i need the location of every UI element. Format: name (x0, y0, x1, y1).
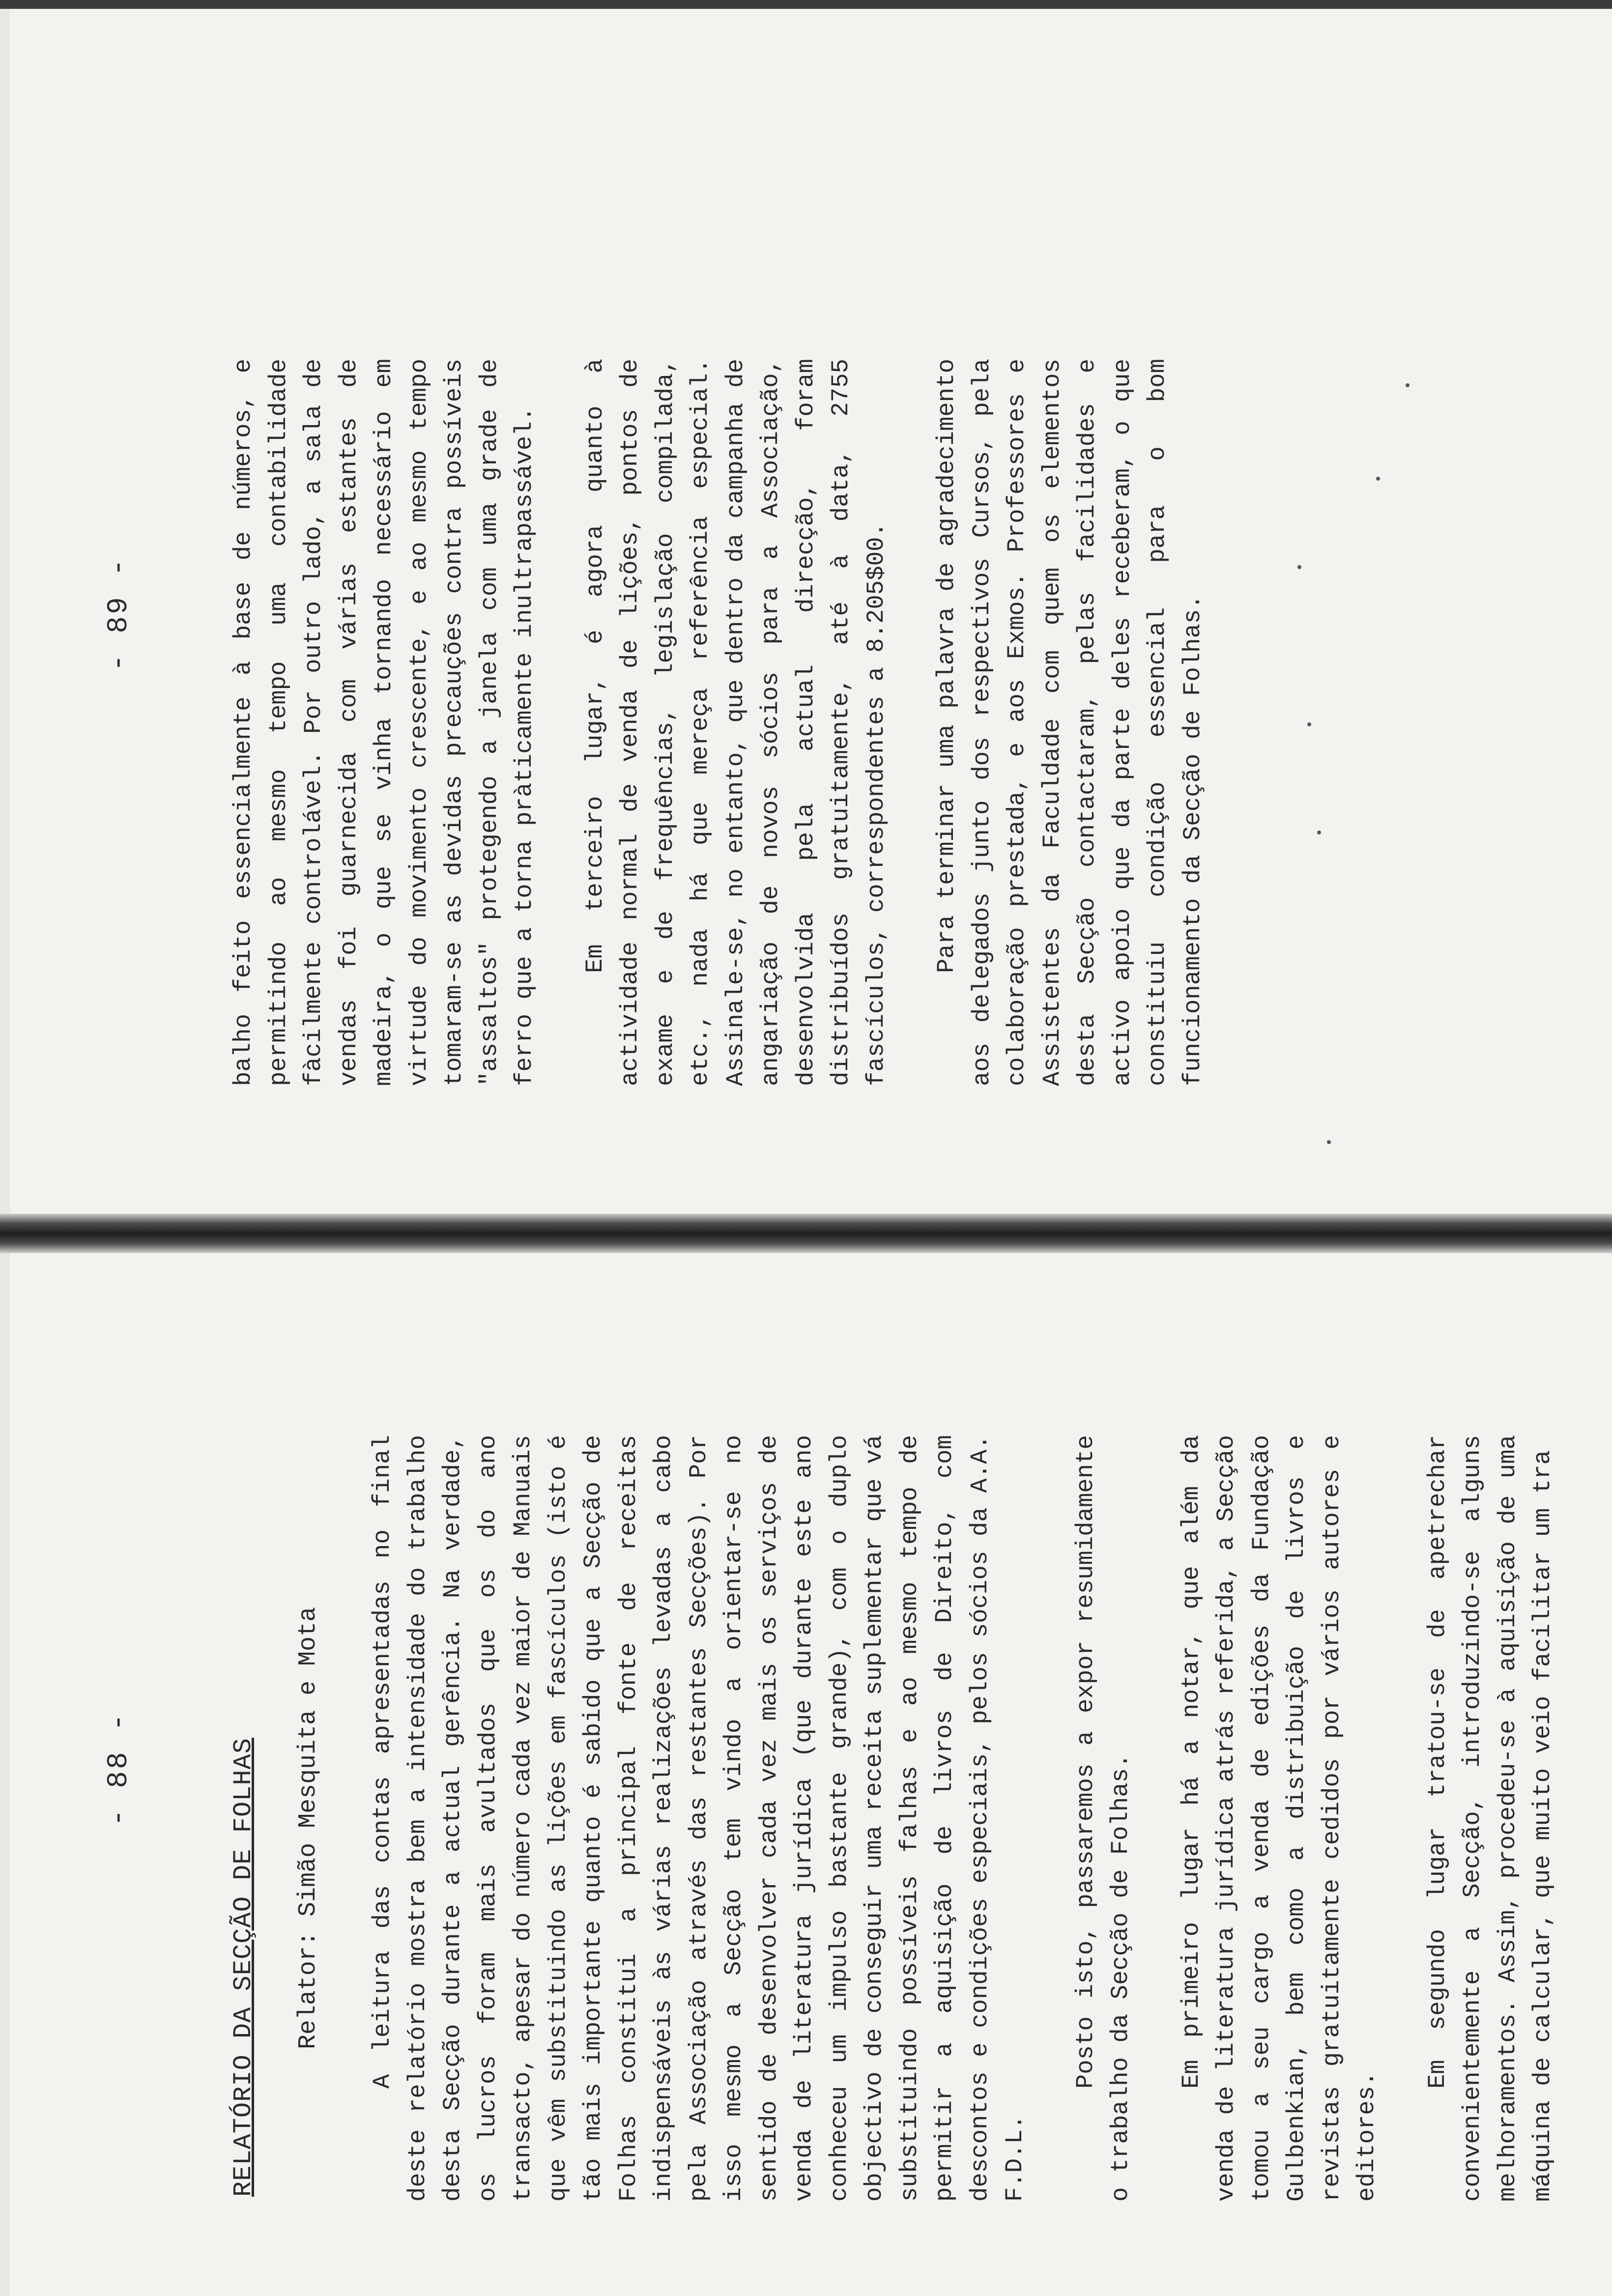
page-number: - 89 - (103, 557, 135, 672)
page-89 (0, 29, 1592, 1199)
book-gutter (0, 1214, 1612, 1253)
page-body (226, 359, 1246, 1086)
paragraph: Para terminar uma palavra de agradecimento aos delegados junto dos respectivos Cursos, pela colaboração prestada, e aos Exmos. Professores e Assistentes da Faculdade com quem os elementos desta Secção contactaram, pelas facilidades e activo apoio que da parte deles receberam, o que constituiu condição essencial para o bom funcionamento da Secção de Folhas. (933, 359, 1207, 1086)
section-title: RELATÓRIO DA SECÇÃO DE FOLHAS (229, 1738, 258, 2197)
page-number: - 88 - (103, 1712, 135, 1827)
page-body (226, 1435, 1596, 2202)
author-line: Relator: Simão Mesquita e Mota (294, 1607, 322, 2049)
page-88 (0, 1278, 1592, 2261)
scan-speck (1376, 477, 1380, 481)
paragraph: Em primeiro lugar há a notar, que além da venda de literatura jurídica atrás referida, a Secção tomou a seu cargo a venda de edições da Fundação Gulbenkian, bem como a distribuição de livros e revistas gratuitamente cedidos por vários autores e editores. (1177, 1435, 1381, 2202)
scan-top-edge (0, 0, 1612, 9)
paragraph: A leitura das contas apresentadas no final deste relatório mostra bem a intensidade do trabalho desta Secção durante a actual gerência. Na verdade, os lucros foram mais avultados que os do ano transacto, apesar do número cada vez maior de Manuais que vêm substituindo as lições em fascículos (isto é tão mais importante quanto é sabido que a Secção de Folhas constitui a principal fonte de receitas indispensáveis às várias realizações levadas a cabo pela Associação através das restantes Secções). Por isso mesmo a Secção tem vindo a orientar-se no sentido de desenvolver cada vez mais os serviços de venda de literatura jurídica (que durante este ano conheceu um impulso bastante grande), com o duplo objectivo de conseguir uma receita suplementar que vá substituindo possíveis falhas e ao mesmo tempo de permitir a aquisição de livros de Direito, com descontos e condições especiais, pelos sócios da A.A. F.D.L. (369, 1435, 1029, 2202)
scan-speck (1406, 383, 1410, 387)
paragraph: balho feito essencialmente à base de números, e permitindo ao mesmo tempo uma contabilidade fàcilmente controlável. Por outro lado, a sala de vendas foi guarnecida com várias estantes de madeira, o que se vinha tornando necessário em virtude do movimento crescente, e ao mesmo tempo tomaram-se as devidas precauções contra possíveis "assaltos" protegendo a janela com uma grade de ferro que a torna pràticamente inultrapassável. (230, 359, 538, 1086)
paragraph: Posto isto, passaremos a expor resumidamente o trabalho da Secção de Folhas. (1071, 1435, 1134, 2202)
paragraph: Em segundo lugar tratou-se de apetrechar convenientemente a Secção, introduzindo-se alguns melhoramentos. Assim, procedeu-se à aquisição de uma máquina de calcular, que muito veio facilitar um tra (1423, 1435, 1556, 2202)
scan-speck (1307, 722, 1311, 726)
scan-speck (1317, 831, 1321, 834)
paragraph: Em terceiro lugar, é agora quanto à actividade normal de venda de lições, pontos de exame e de frequências, legislação compilada, etc., nada há que mereça referência especial. Assinale-se, no entanto, que dentro da campanha de angariação de novos sócios para a Associação, desenvolvida pela actual direcção, foram distribuídos gratuitamente, até à data, 2755 fascículos, correspondentes a 8.205$00. (581, 359, 890, 1086)
scan-speck (1297, 565, 1301, 569)
scan-speck (1327, 1140, 1331, 1144)
